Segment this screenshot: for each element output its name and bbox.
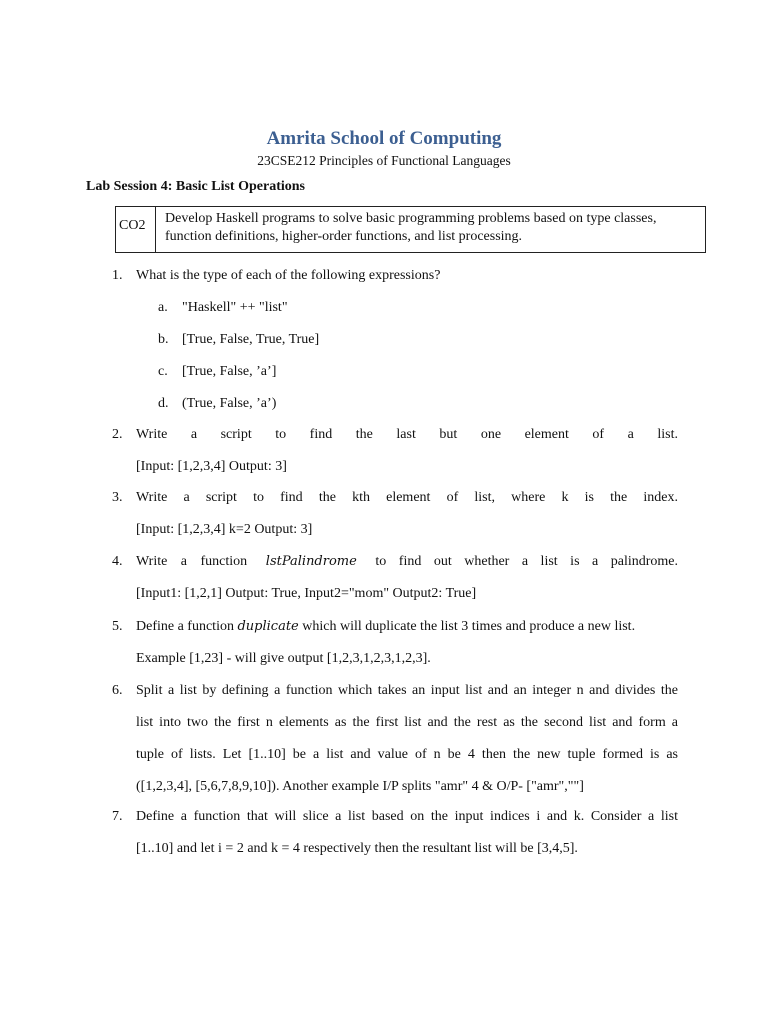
outcome-description-line: function definitions, higher-order functions, and list processing. [165,229,523,244]
subitem-letter: b. [158,332,169,347]
subitem-text: (True, False, ’a’) [182,396,277,411]
question-number: 5. [112,619,123,634]
subitem-c [158,364,276,380]
question-text-part: Write a function [136,554,248,569]
question-number: 1. [112,268,123,283]
question-example: Example [1,23] - will give output [1,2,3,1,2,3,1,2,3]. [136,651,431,666]
question-text: Write a script to find the kth element of list, where k is the index. [136,490,678,505]
question-text: [1..10] and let i = 2 and k = 4 respectively then the resultant list will be [3,4,5]. [136,841,578,856]
subitem-b [158,332,319,348]
outcome-description [156,207,705,252]
question-text: tuple of lists. Let [1..10] be a list and value of n be 4 then the new tuple formed is as [136,747,678,762]
subitem-letter: d. [158,396,169,411]
question-number: 3. [112,490,123,505]
function-name: duplicate [237,619,299,634]
outcome-code: CO2 [116,207,156,252]
question-number: 7. [112,809,123,824]
question-text: Split a list by defining a function which takes an input list and an integer n and divides the [136,683,678,698]
question-text: list into two the first n elements as the first list and the rest as the second list and form a [136,715,678,730]
subitem-d [158,396,276,412]
course-outcome-table [115,206,706,253]
subitem-letter: c. [158,364,168,379]
question-text-part: Define a function [136,619,234,634]
subitem-a [158,300,288,316]
question-example: [Input: [1,2,3,4] k=2 Output: 3] [136,522,313,537]
question-text [136,619,678,635]
subitem-text: "Haskell" ++ "list" [182,300,288,315]
question-text-part: which will duplicate the list 3 times and produce a new list. [302,619,636,634]
subitem-text: [True, False, True, True] [182,332,320,347]
page-title: Amrita School of Computing [266,128,502,149]
session-heading: Lab Session 4: Basic List Operations [86,179,305,194]
question-number: 6. [112,683,123,698]
function-name: lstPalindrome [265,554,357,569]
subitem-text: [True, False, ’a’] [182,364,277,379]
question-example: ([1,2,3,4], [5,6,7,8,9,10]). Another example I/P splits "amr" 4 & O/P- ["amr",""] [136,779,584,794]
question-text: Write a script to find the last but one element of a list. [136,427,678,442]
course-name: 23CSE212 Principles of Functional Languages [257,153,511,168]
question-text: What is the type of each of the following expressions? [136,268,441,283]
question-number: 4. [112,554,123,569]
subitem-letter: a. [158,300,168,315]
outcome-description-line: Develop Haskell programs to solve basic programming problems based on type classes, [165,211,657,226]
question-number: 2. [112,427,123,442]
question-text: Define a function that will slice a list based on the input indices i and k. Consider a list [136,809,678,824]
question-example: [Input: [1,2,3,4] Output: 3] [136,459,287,474]
question-text [136,554,678,570]
question-text-part: to find out whether a list is a palindrome. [375,554,678,569]
question-example: [Input1: [1,2,1] Output: True, Input2="mom" Output2: True] [136,586,477,601]
